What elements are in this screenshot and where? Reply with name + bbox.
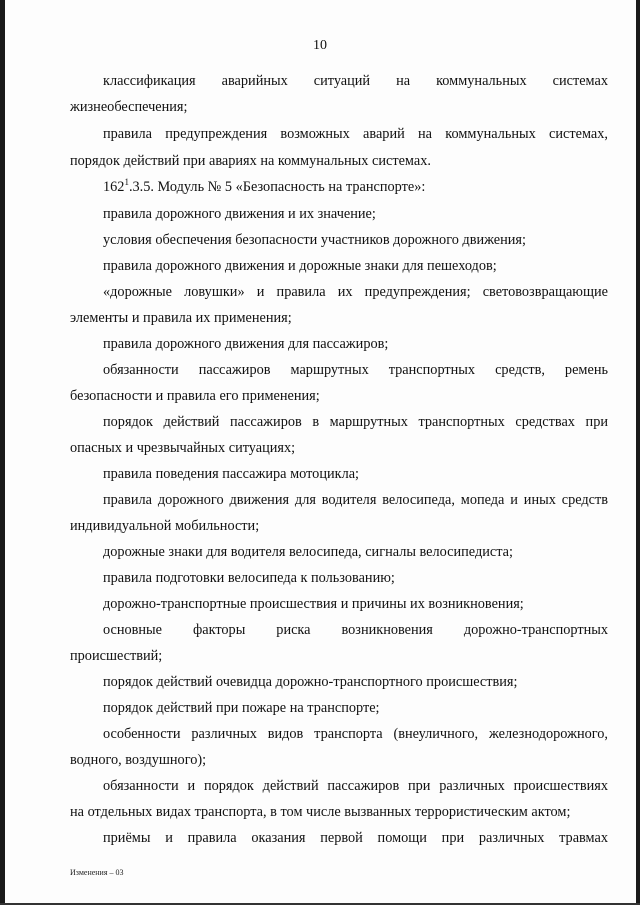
text-line: безопасности и правила его применения; — [70, 388, 320, 404]
text-line: правила предупреждения возможных аварий на коммунальных системах, — [103, 126, 608, 142]
text-line: правила дорожного движения и их значение; — [103, 206, 376, 222]
text-line: «дорожные ловушки» и правила их предупреждения; световозвращающие — [103, 284, 608, 300]
text-line: классификация аварийных ситуаций на коммунальных системах — [103, 73, 608, 89]
text-line: обязанности пассажиров маршрутных транспортных средств, ремень — [103, 362, 608, 378]
text-line: особенности различных видов транспорта (внеуличного, железнодорожного, — [103, 726, 608, 742]
text-line: правила дорожного движения и дорожные знаки для пешеходов; — [103, 258, 497, 274]
scan-edge-left — [0, 0, 5, 905]
text-line: водного, воздушного); — [70, 752, 207, 768]
text-line: правила подготовки велосипеда к пользованию; — [103, 570, 395, 586]
section-number: 162 — [103, 179, 125, 195]
text-line: правила поведения пассажира мотоцикла; — [103, 466, 360, 482]
text-line: индивидуальной мобильности; — [70, 518, 260, 534]
text-line: происшествий; — [70, 648, 163, 664]
footer-revision-note: Изменения – 03 — [70, 868, 124, 877]
section-heading — [103, 178, 425, 196]
text-line: основные факторы риска возникновения дорожно-транспортных — [103, 622, 608, 638]
text-line: порядок действий при пожаре на транспорте; — [103, 700, 380, 716]
text-line: дорожные знаки для водителя велосипеда, сигналы велосипедиста; — [103, 544, 513, 560]
page-number: 10 — [313, 38, 327, 53]
text-line: правила дорожного движения для водителя велосипеда, мопеда и иных средств — [103, 492, 608, 508]
section-superscript: 1 — [124, 177, 129, 188]
text-line: приёмы и правила оказания первой помощи при различных травмах — [103, 830, 608, 846]
text-line: обязанности и порядок действий пассажиров при различных происшествиях — [103, 778, 608, 794]
text-line: порядок действий при авариях на коммунальных системах. — [70, 153, 431, 169]
text-line: жизнеобеспечения; — [70, 99, 188, 115]
text-line: порядок действий пассажиров в маршрутных транспортных средствах при — [103, 414, 608, 430]
text-line: на отдельных видах транспорта, в том числе вызванных террористическим актом; — [70, 804, 571, 820]
section-separator: . — [128, 179, 133, 195]
text-line: правила дорожного движения для пассажиров; — [103, 336, 389, 352]
scan-edge-right — [636, 0, 640, 905]
text-line: элементы и правила их применения; — [70, 310, 292, 326]
text-line: дорожно-транспортные происшествия и причины их возникновения; — [103, 596, 524, 612]
text-line: условия обеспечения безопасности участников дорожного движения; — [103, 232, 526, 248]
text-line: порядок действий очевидца дорожно-транспортного происшествия; — [103, 674, 518, 690]
section-title: 3.5. Модуль № 5 «Безопасность на транспорте»: — [132, 179, 426, 195]
text-line: опасных и чрезвычайных ситуациях; — [70, 440, 296, 456]
